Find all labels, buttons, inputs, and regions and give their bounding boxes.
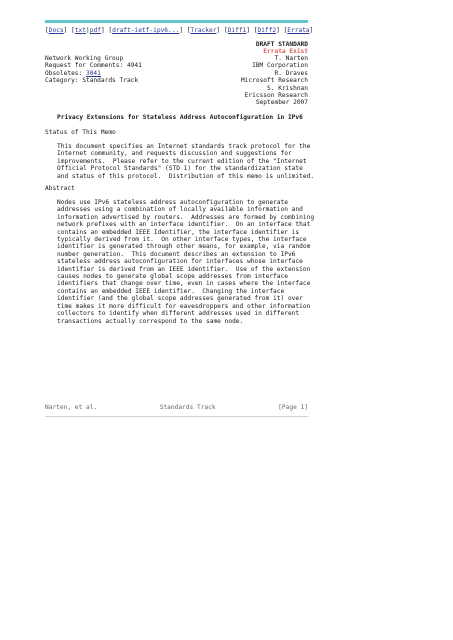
draft-link[interactable]: draft-ietf-ipv6... [112,27,180,34]
errata-badge[interactable]: Errata Exist [263,48,308,56]
rfc-number: Request for Comments: 4941 [45,62,142,70]
nav-links: [Docs] [txt|pdf] [draft-ietf-ipv6...] [Tracker] [Diff1] [Diff2] [Errata] [45,27,314,34]
footer-track: Standards Track [159,404,216,411]
author-3: S. Krishnan [267,84,308,92]
publication-date: September 2007 [255,99,308,107]
status-badge: DRAFT STANDARD [255,41,308,48]
abstract-heading: Abstract [45,185,75,192]
docs-link[interactable]: Docs [48,27,64,34]
footer-authors: Narten, et al. [45,404,98,411]
pdf-link[interactable]: pdf [89,27,101,34]
obsoletes-label: Obsoletes: [45,69,86,77]
obsoletes-link[interactable]: 3041 [85,69,101,77]
affiliation-1: IBM Corporation [252,62,308,70]
top-accent-bar [45,20,308,23]
footer-page: [Page 1] [278,404,308,411]
footer-divider [45,416,308,417]
status-paragraph: This document specifies an Internet standards track protocol for the Internet community, and requests discussion and suggestions for improvements. Please refer to the current edition of the "Internet Official Protocol Standards" (STD 1) for the standardization state and status of this protocol. Distribution of this memo is unlimited. [57,143,315,180]
header-right [241,55,308,107]
author-1: T. Narten [274,55,308,62]
obsoletes-line [45,70,142,77]
tracker-link[interactable]: Tracker [190,27,217,34]
abstract-paragraph: Nodes use IPv6 stateless address autoconfiguration to generate addresses using a combination of locally available information and information advertised by routers. Addresses are formed by combining network prefixes with an interface identifier. On an interface that contains an embedded IEEE Identifier, the interface identifier is typically derived from it. On other interface types, the interface identifier is generated through other means, for example, via random number generation. This document describes an extension to IPv6 stateless address autoconfiguration for interfaces whose interface identifier is derived from an IEEE identifier. Use of the extension causes nodes to generate global scope addresses from interface identifiers that change over time, even in cases where the interface contains an embedded IEEE identifier. Changing the interface identifier (and the global scope addresses generated from it) over time makes it more difficult for eavesdroppers and other information collectors to identify when different addresses used in different transactions actually correspond to the same node. [57,199,315,325]
category-line: Category: Standards Track [45,77,139,85]
affiliation-3: Ericsson Research [244,92,308,100]
status-heading: Status of This Memo [45,129,116,136]
errata-link[interactable]: Errata [287,27,310,34]
working-group: Network Working Group [45,55,124,62]
status-badges [256,41,308,56]
author-2: R. Draves [274,69,308,77]
header-left [45,55,142,85]
page-footer [45,404,308,411]
diff2-link[interactable]: Diff2 [257,27,277,34]
document-title: Privacy Extensions for Stateless Address Autoconfiguration in IPv6 [57,114,303,121]
diff1-link[interactable]: Diff1 [227,27,247,34]
affiliation-2: Microsoft Research [240,77,308,85]
txt-link[interactable]: txt [74,27,87,34]
